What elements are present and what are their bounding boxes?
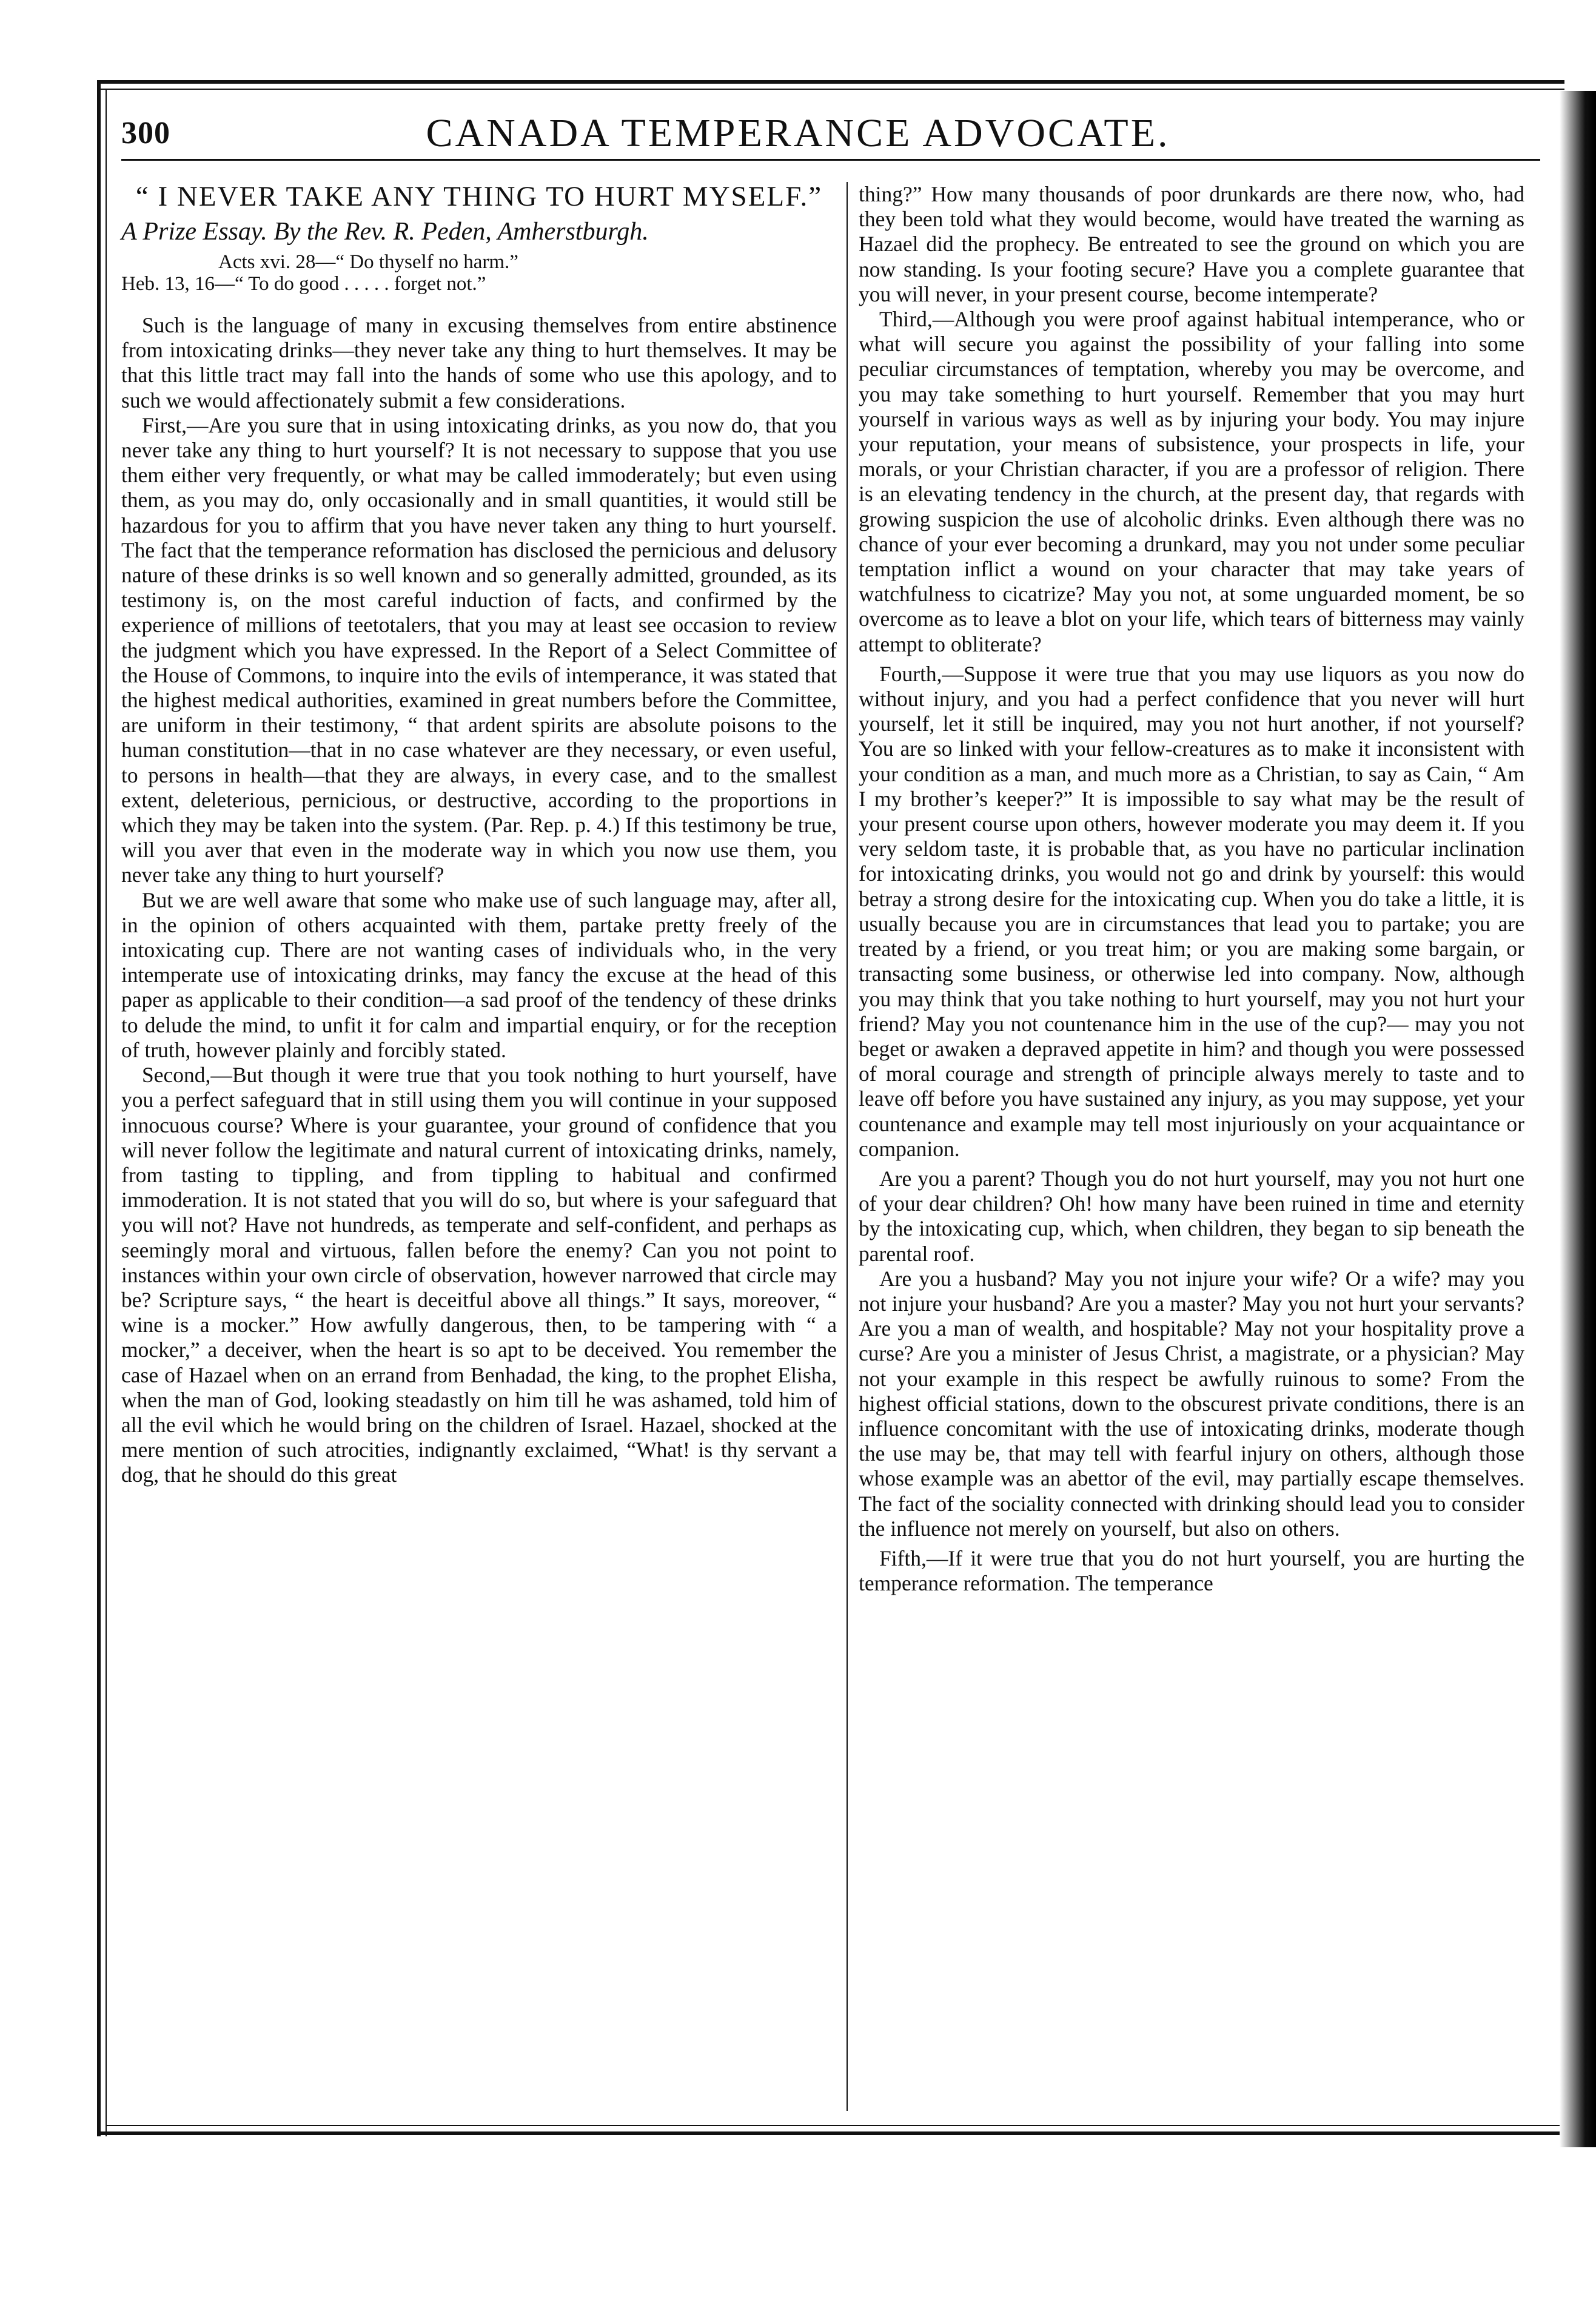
- top-border-rule: [97, 80, 1564, 84]
- epigraph-line: Heb. 13, 16—“ To do good . . . . . forget not.”: [121, 273, 486, 295]
- article-byline: A Prize Essay. By the Rev. R. Peden, Amherstburgh.: [121, 218, 649, 246]
- paragraph: But we are well aware that some who make use of such language may, after all, in the opinion of others acquainted with them, partake pretty freely of the intoxicating cup. There are not wanting cases of individuals who, in the very intemperate use of intoxicating drinks, may fancy the excuse at the head of this paper as applicable to their condition—a sad proof of the tendency of these drinks to delude the mind, to unfit it for calm and impartial enquiry, or for the reception of truth, however plainly and forcibly stated.: [121, 887, 837, 1062]
- left-inner-rule: [106, 89, 107, 2136]
- bottom-inner-rule: [106, 2125, 1561, 2126]
- bottom-border-rule: [97, 2131, 1564, 2135]
- epigraph-line: Acts xvi. 28—“ Do thyself no harm.”: [218, 251, 518, 273]
- left-border-rule: [97, 80, 101, 2136]
- article-title: “ I NEVER TAKE ANY THING TO HURT MYSELF.”: [135, 181, 823, 212]
- page-title: CANADA TEMPERANCE ADVOCATE.: [426, 111, 1170, 155]
- right-column: [859, 182, 1524, 1596]
- left-column: [121, 182, 837, 1488]
- page-number: 300: [121, 116, 170, 150]
- paragraph: Are you a parent? Though you do not hurt yourself, may you not hurt one of your dear children? Oh! how many have been ruined in time and eternity by the intoxicating cup, which, when children, they began to sip beneath the parental roof.: [859, 1166, 1524, 1266]
- paragraph: Second,—But though it were true that you took nothing to hurt yourself, have you a perfect safeguard that in still using them you will continue in your supposed innocuous course? Where is your guarantee, your ground of confidence that you will never follow the legitimate and natural current of intoxicating drinks, namely, from tasting to tippling, and from tippling to habitual and confirmed immoderation. It is not stated that you will do so, but where is your safeguard that you will not? Have not hundreds, as temperate and self-confident, and perhaps as seemingly moral and virtuous, fallen before the enemy? Can you not point to instances within your own circle of observation, however narrowed that circle may be? Scripture says, “ the heart is deceitful above all things.” It says, moreover, “ wine is a mocker.” How awfully dangerous, then, to be tampering with “ a mocker,” a deceiver, when the heart is so apt to be deceived. You remember the case of Hazael when on an errand from Benhadad, the king, to the prophet Elisha, when the man of God, looking steadastly on him till he was ashamed, told him of all the evil which he would bring on the children of Israel. Hazael, shocked at the mere mention of such atrocities, indignantly exclaimed, “What! is thy servant a dog, that he should do this great: [121, 1063, 837, 1487]
- paragraph: First,—Are you sure that in using intoxicating drinks, as you now do, that you never take any thing to hurt yourself? It is not necessary to suppose that you use them either very frequently, or what may be called immoderately; but even using them, as you may do, only occasionally and in small quantities, it would still be hazardous for you to affirm that you have never taken any thing to hurt yourself. The fact that the temperance reformation has disclosed the pernicious and delusory nature of these drinks is so well known and so generally admitted, grounded, as its testimony is, on the most careful induction of facts, and confirmed by the experience of millions of teetotalers, that you may at least see occasion to review the judgment which you have expressed. In the Report of a Select Committee of the House of Commons, to inquire into the evils of intemperance, it was stated that the highest medical authorities, examined in great numbers before the Committee, are uniform in their testimony, “ that ardent spirits are absolute poisons to the human constitution—that in no case whatever are they necessary, or even useful, to persons in health—that they are always, in every case, and to the smallest extent, deleterious, pernicious, or destructive, according to the proportions in which they may be taken into the system. (Par. Rep. p. 4.) If this testimony be true, will you aver that even in the moderate way in which you now use them, you never take any thing to hurt yourself?: [121, 412, 837, 887]
- header-rule: [121, 159, 1540, 161]
- paragraph: Fourth,—Suppose it were true that you may use liquors as you now do without injury, and you had a perfect confidence that you never will hurt yourself, let it still be inquired, may you not hurt another, if not yourself? You are so linked with your fellow-creatures as to make it inconsistent with your condition as a man, and much more as a Christian, to say as Cain, “ Am I my brother’s keeper?” It is impossible to say what may be the result of your present course upon others, however moderate you may deem it. If you very seldom taste, it is probable that, as you have no particular inclination for intoxicating drinks, you would not go and drink by yourself: this would betray a strong desire for the intoxicating cup. When you do take a little, it is usually because you are in circumstances that lead you to partake; you are treated by a friend, or you treat him; or you are making some bargain, or transacting some business, or otherwise led into company. Now, although you may think that you take nothing to hurt yourself, may you not hurt your friend? May you not countenance him in the use of the cup?— may you not beget or awaken a depraved appetite in him? and though you were possessed of moral courage and strength of principle always merely to taste and to leave off before you have sustained any injury, as you may suppose, yet your countenance and example may tell most injuriously on your acquaintance or companion.: [859, 661, 1524, 1161]
- paragraph: Such is the language of many in excusing themselves from entire abstinence from intoxicating drinks—they never take any thing to hurt themselves. It may be that this little tract may fall into the hands of some who use this apology, and to such we would affectionately submit a few considerations.: [121, 313, 837, 412]
- paragraph: thing?” How many thousands of poor drunkards are there now, who, had they been told what they would become, would have treated the warning as Hazael did the prophecy. Be entreated to see the ground on which you are now standing. Is your footing secure? Have you a complete guarantee that you will never, in your present course, become intemperate?: [859, 182, 1524, 306]
- page-edge-shadow: [1560, 91, 1596, 2147]
- paragraph: Third,—Although you were proof against habitual intemperance, who or what will secure you against the possibility of your falling into some peculiar circumstances of temptation, whereby you may be overcome, and you may take something to hurt yourself. Remember that you may hurt yourself in various ways as well as by injuring your body. You may injure your reputation, your means of subsistence, your prospects in life, your morals, or your Christian character, if you are a professor of religion. There is an elevating tendency in the church, at the present day, that regards with growing suspicion the use of alcoholic drinks. Even although there was no chance of your ever becoming a drunkard, may you not under some peculiar temptation inflict a wound on your character that may take years of watchfulness to cicatrize? May you not, at some unguarded moment, be so overcome as to leave a blot on your life, which tears of bitterness may vainly attempt to obliterate?: [859, 307, 1524, 656]
- top-inner-rule: [97, 89, 1564, 90]
- paragraph: Fifth,—If it were true that you do not hurt yourself, you are hurting the temperance reformation. The temperance: [859, 1546, 1524, 1596]
- paragraph: Are you a husband? May you not injure your wife? Or a wife? may you not injure your husband? Are you a master? May you not hurt your servants? Are you a man of wealth, and hospitable? May not your hospitality prove a curse? Are you a minister of Jesus Christ, a magistrate, or a physician? May not your example in this respect be awfully ruinous to some? From the highest official stations, down to the obscurest private conditions, there is an influence concomitant with the use of intoxicating drinks, moderate though the use may be, that may tell with fearful injury on others, although those whose example was an abettor of the evil, may partially escape themselves. The fact of the sociality connected with drinking should lead you to consider the influence not merely on yourself, but also on others.: [859, 1266, 1524, 1541]
- column-divider: [847, 182, 848, 2111]
- epigraph: [121, 251, 837, 295]
